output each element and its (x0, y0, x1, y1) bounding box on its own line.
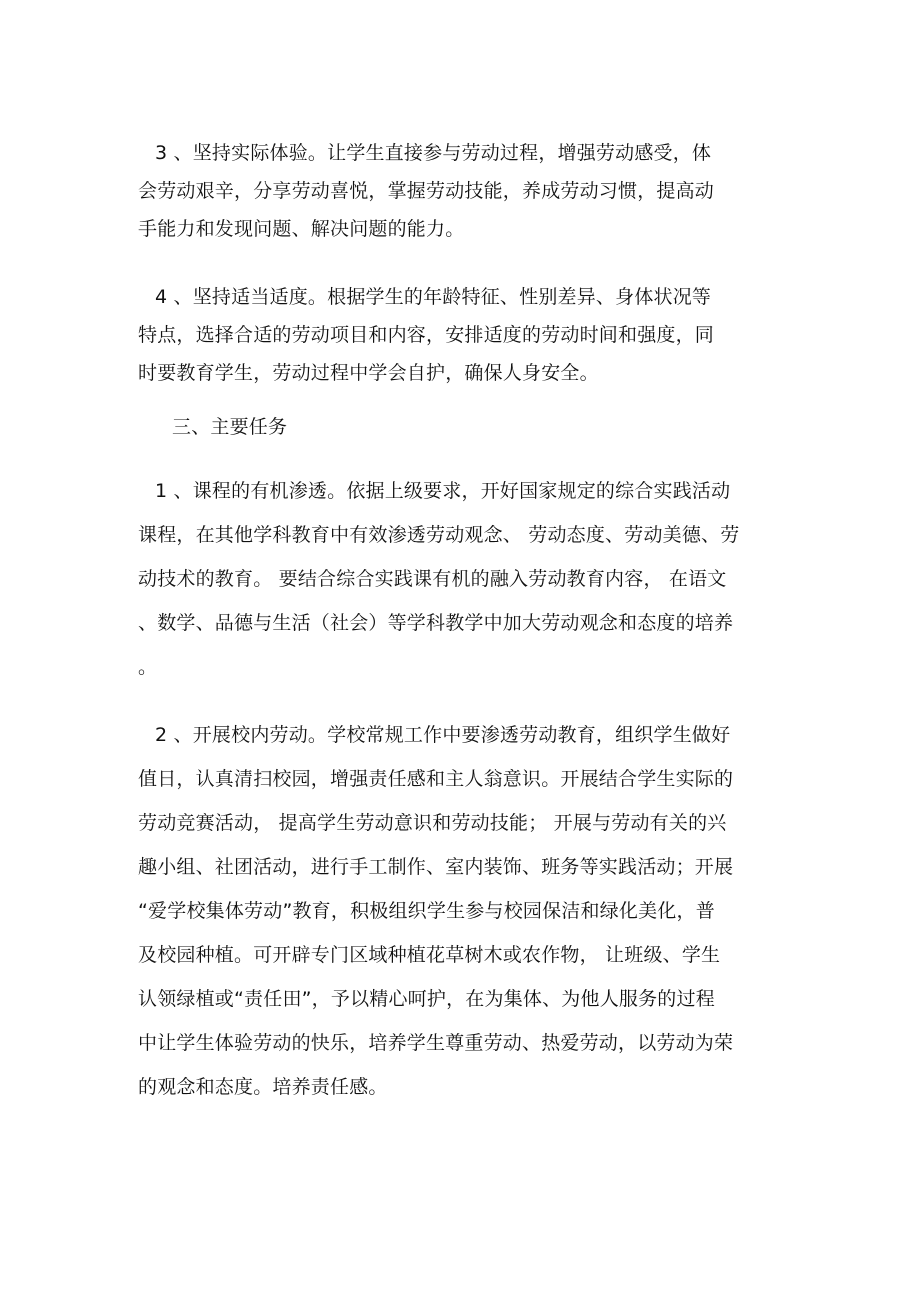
paragraph-task-2-line-7: 认领绿植或“责任田”，予以精心呵护，在为集体、为他人服务的过程 (138, 988, 715, 1010)
paragraph-task-2-line-3: 劳动竞赛活动， 提高学生劳动意识和劳动技能； 开展与劳动有关的兴 (138, 812, 727, 834)
paragraph-item-3-line-2: 会劳动艰辛，分享劳动喜悦，掌握劳动技能，养成劳动习惯，提高动 (138, 180, 715, 202)
paragraph-task-2-line-8: 中让学生体验劳动的快乐，培养学生尊重劳动、热爱劳动，以劳动为荣 (138, 1032, 734, 1054)
paragraph-task-2-line-2: 值日，认真清扫校园，增强责任感和主人翁意识。开展结合学生实际的 (138, 768, 734, 790)
paragraph-task-1-line-4: 、数学、品德与生活（社会）等学科教学中加大劳动观念和态度的培养 (138, 612, 734, 634)
paragraph-task-2-line-6: 及校园种植。可开辟专门区域种植花草树木或农作物， 让班级、学生 (138, 944, 721, 966)
paragraph-task-1-line-2: 课程，在其他学科教育中有效渗透劳动观念、 劳动态度、劳动美德、劳 (138, 524, 740, 546)
section-heading: 三、主要任务 (172, 416, 288, 438)
paragraph-task-2-line-5: “爱学校集体劳动”教育，积极组织学生参与校园保洁和绿化美化，普 (138, 900, 715, 922)
paragraph-task-2-line-4: 趣小组、社团活动，进行手工制作、室内装饰、班务等实践活动；开展 (138, 856, 734, 878)
paragraph-item-3-line-1: 3 、坚持实际体验。让学生直接参与劳动过程，增强劳动感受，体 (155, 142, 712, 164)
paragraph-item-4-line-2: 特点，选择合适的劳动项目和内容，安排适度的劳动时间和强度，同 (138, 324, 715, 346)
paragraph-task-1-line-5: 。 (138, 656, 158, 678)
paragraph-task-1-line-3: 动技术的教育。 要结合综合实践课有机的融入劳动教育内容， 在语文 (138, 568, 727, 590)
paragraph-task-2-line-9: 的观念和态度。培养责任感。 (138, 1076, 388, 1098)
paragraph-item-4-line-3: 时要教育学生，劳动过程中学会自护，确保人身安全。 (138, 362, 599, 384)
paragraph-item-4-line-1: 4 、坚持适当适度。根据学生的年龄特征、性别差异、身体状况等 (155, 286, 712, 308)
paragraph-item-3-line-3: 手能力和发现问题、解决问题的能力。 (138, 218, 465, 240)
paragraph-task-1-line-1: 1 、课程的有机渗透。依据上级要求，开好国家规定的综合实践活动 (155, 480, 731, 502)
paragraph-task-2-line-1: 2 、开展校内劳动。学校常规工作中要渗透劳动教育，组织学生做好 (155, 724, 731, 746)
